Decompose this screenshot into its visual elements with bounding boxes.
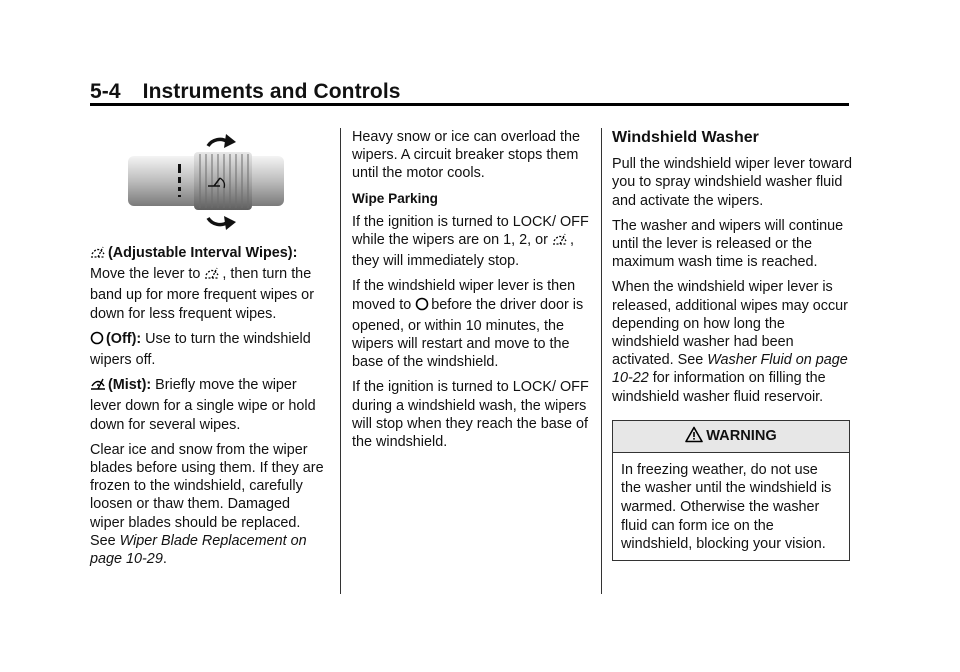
interval-wipe-icon [204, 265, 220, 286]
windshield-washer-heading: Windshield Washer [612, 129, 759, 146]
moved-text: If the windshield wiper lever is then moved to [352, 278, 576, 313]
off-circle-icon [415, 296, 429, 317]
wash-paragraph: If the ignition is turned to LOCK/ OFF during a windshield wash, the wipers will stop when they reach the base of the windshield. [352, 379, 589, 451]
column-divider [340, 128, 341, 594]
clear-text-end: . [162, 551, 167, 568]
chapter-title: Instruments and Controls [142, 80, 401, 103]
warning-title: WARNING [706, 427, 777, 444]
pull-paragraph: Pull the windshield wiper lever toward you to spray windshield washer fluid and activate the wipers. [612, 156, 852, 209]
moved-text-end: before the driver door is opened, or within 10 minutes, the wipers will restart and move to the base of the windshield. [352, 296, 584, 371]
warning-box [612, 420, 850, 561]
column-divider [601, 128, 602, 594]
release-text: When the windshield wiper lever is released, additional wipes may occur depending on how long the windshield washer had been activated. See [612, 279, 848, 369]
overload-paragraph: Heavy snow or ice can overload the wipers. A circuit breaker stops them until the motor cools. [352, 129, 580, 182]
interval-text-cont: , then turn the band up for more frequent wipes or down for less frequent wipes. [90, 266, 314, 322]
column-middle [352, 128, 590, 458]
washer-fluid-reference[interactable]: Washer Fluid on page 10-22 [612, 352, 848, 387]
mist-icon [90, 376, 106, 397]
parking-text-end: , they will immediately stop. [352, 232, 574, 270]
interval-text: Move the lever to [90, 266, 205, 283]
off-circle-icon [90, 330, 104, 351]
clear-text: Clear ice and snow from the wiper blades before using them. If they are frozen to the windshield, carefully loosen or thaw them. Damaged wiper blades should be replaced. See [90, 441, 324, 549]
release-text-end: for information on filling the windshield washer fluid reservoir. [612, 370, 826, 405]
warning-triangle-icon [685, 424, 703, 455]
page-number: 5-4 [90, 80, 121, 103]
page-header [90, 80, 401, 104]
warning-text: In freezing weather, do not use the washer until the windshield is warmed. Otherwise the washer fluid can form ice on the windshield, blocking your vision. [621, 461, 832, 553]
off-label: (Off): [106, 330, 142, 347]
interval-wipe-icon [90, 244, 106, 265]
wiper-lever-illustration [108, 134, 288, 230]
header-rule [90, 103, 849, 106]
mist-label: (Mist): [108, 377, 152, 394]
column-right [612, 128, 852, 561]
off-text: Use to turn the windshield wipers off. [90, 330, 311, 369]
warning-header [613, 421, 849, 453]
mist-text: Briefly move the wiper lever down for a single wipe or hold down for several wipes. [90, 377, 316, 433]
interval-wipe-icon [552, 231, 568, 252]
continue-paragraph: The washer and wipers will continue until the lever is released or the maximum wash time is reached. [612, 217, 844, 271]
wipe-parking-heading: Wipe Parking [352, 190, 438, 206]
interval-label: (Adjustable Interval Wipes): [108, 245, 298, 261]
parking-text: If the ignition is turned to LOCK/ OFF while the wipers are on 1, 2, or [352, 213, 589, 249]
wiper-blade-reference[interactable]: Wiper Blade Replacement on page 10-29 [90, 532, 307, 568]
column-left [90, 128, 326, 575]
